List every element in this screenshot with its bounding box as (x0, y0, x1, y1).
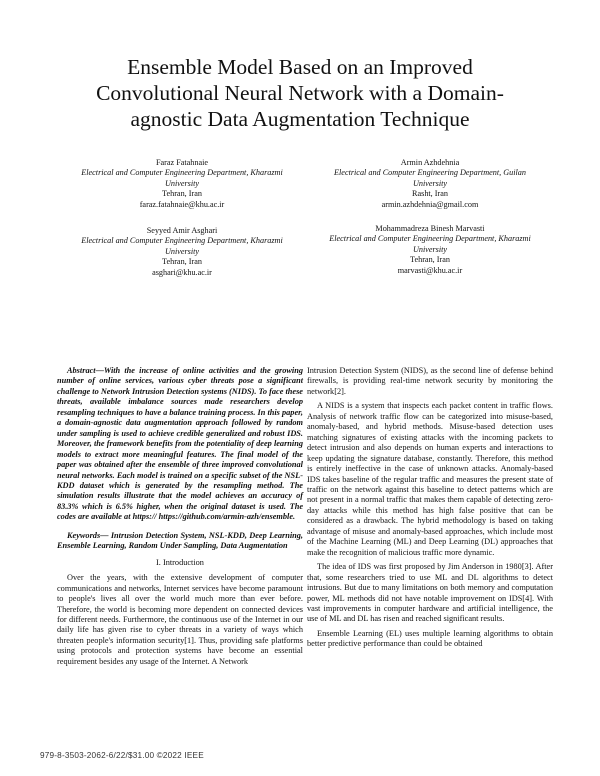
author-affiliation: Electrical and Computer Engineering Department, Kharazmi (329, 234, 531, 244)
author-affiliation: University (412, 178, 448, 188)
author-affiliation: Electrical and Computer Engineering Department, Kharazmi (81, 236, 283, 246)
author-name: Armin Azhdehnia (400, 158, 460, 167)
title-line: Ensemble Model Based on an Improved (127, 55, 473, 79)
section-heading: I. Introduction (156, 557, 204, 567)
author-email: faraz.fatahnaie@khu.ac.ir (139, 199, 225, 209)
author-affiliation: Electrical and Computer Engineering Department, Kharazmi (81, 168, 283, 178)
author-block-2 (305, 158, 555, 210)
body-paragraph: A NIDS is a system that inspects each packet content in traffic flows. Analysis of network traffic flow can be categorized into misuse-based, anomaly-based, and hybrid methods. Misuse-based detection uses matching signatures of existing attacks with the incoming packets to detect intrusion and also depends on human experts and interactions to keep updating the signature database, constantly. Therefore, this method is entirely ineffective in the case of unknown attacks. Anomaly-based IDS takes baseline of the regular traffic and measures the present state of traffic on the network against this baseline to detect patterns which are not present in a normal traffic that makes them capable of detecting zero-day attacks while this method has high false positive that can be considered as a drawback. The hybrid methodology is based on taking advantage of misuse and anomaly-based approaches, which include most of the Machine Learning (ML) and Deep Learning (DL) approaches that make the recognition of malicious traffic more dynamic. (307, 401, 553, 557)
author-block-4 (305, 224, 555, 276)
author-location: Tehran, Iran (162, 189, 202, 199)
body-paragraph: The idea of IDS was first proposed by Jim Anderson in 1980[3]. After that, some researchers tried to use ML and DL algorithms to detect intrusions. But due to many limitations on both memory and computation power, ML methods did not have notable improvement on IDS[4]. With vast improvements in computer hardware and artificial intelligence, the use of ML and DL has risen and reached significant results. (307, 562, 553, 624)
author-block-3 (57, 226, 307, 278)
abstract: Abstract—With the increase of online activities and the growing number of online services, various cyber threats pose a significant challenge to Network Intrusion Detection systems (NIDS). To face these threats, available imbalance sources made researchers develop resampling techniques to have a balance training process. In this paper, a domain-agnostic data augmentation approach followed by random under sampling is used to achieve credible generalized and robust IDS. Moreover, the framework benefits from the potentiality of deep learning models to extract more meaningful features. The final model of the paper was obtained after the ensemble of three improved convolutional neural networks. Each model is trained on a specific subset of the NSL-KDD dataset which is generated by the resampling method. The simulation results illustrate that the model achieves an accuracy of 83.3% which is 6.5% higher, when the original dataset is used. The codes are available at https:// https://github.com/armin-azh/ensemble. (57, 366, 303, 522)
author-affiliation: Electrical and Computer Engineering Department, Guilan (334, 168, 526, 178)
keywords: Keywords— Intrusion Detection System, NSL-KDD, Deep Learning, Ensemble Learning, Random Under Sampling, Data Augmentation (57, 530, 303, 551)
body-paragraph: Ensemble Learning (EL) uses multiple learning algorithms to obtain better predictive performance than could be obtained (307, 628, 553, 649)
author-name: Seyyed Amir Asghari (146, 226, 218, 235)
left-column (57, 366, 303, 671)
title-line: Convolutional Neural Network with a Domain- (96, 81, 504, 105)
author-affiliation: University (164, 178, 200, 188)
author-block-1 (57, 158, 307, 210)
paper-title (60, 54, 540, 132)
author-email: armin.azhdehnia@gmail.com (381, 199, 479, 209)
title-line: agnostic Data Augmentation Technique (130, 107, 470, 131)
body-paragraph: Over the years, with the extensive development of computer communications and networks, Internet services have become paramount to people's lives all over the world much more than ever before. Therefore, the world is becoming more dependent on connected devices for different needs. Furthermore, the continuous use of the Internet in our daily life has given rise to cyber threats in a variety of ways which threaten people's information security[1]. Thus, providing safe platforms using protocols and protection systems have become an essential requirement besides any usage of the Internet. A Network (57, 573, 303, 666)
author-name: Faraz Fatahnaie (155, 158, 209, 167)
right-column (307, 366, 553, 654)
body-paragraph: Intrusion Detection System (NIDS), as the second line of defense behind firewalls, is providing real-time network security by monitoring the network[2]. (307, 366, 553, 396)
author-email: asghari@khu.ac.ir (152, 267, 212, 277)
author-location: Rasht, Iran (412, 189, 448, 199)
author-location: Tehran, Iran (162, 257, 202, 267)
author-email: marvasti@khu.ac.ir (397, 265, 463, 275)
author-affiliation: University (412, 244, 448, 254)
author-affiliation: University (164, 246, 200, 256)
copyright-footer: 979-8-3503-2062-6/22/$31.00 ©2022 IEEE (40, 751, 204, 760)
author-location: Tehran, Iran (410, 255, 450, 265)
author-name: Mohammadreza Binesh Marvasti (375, 224, 485, 233)
